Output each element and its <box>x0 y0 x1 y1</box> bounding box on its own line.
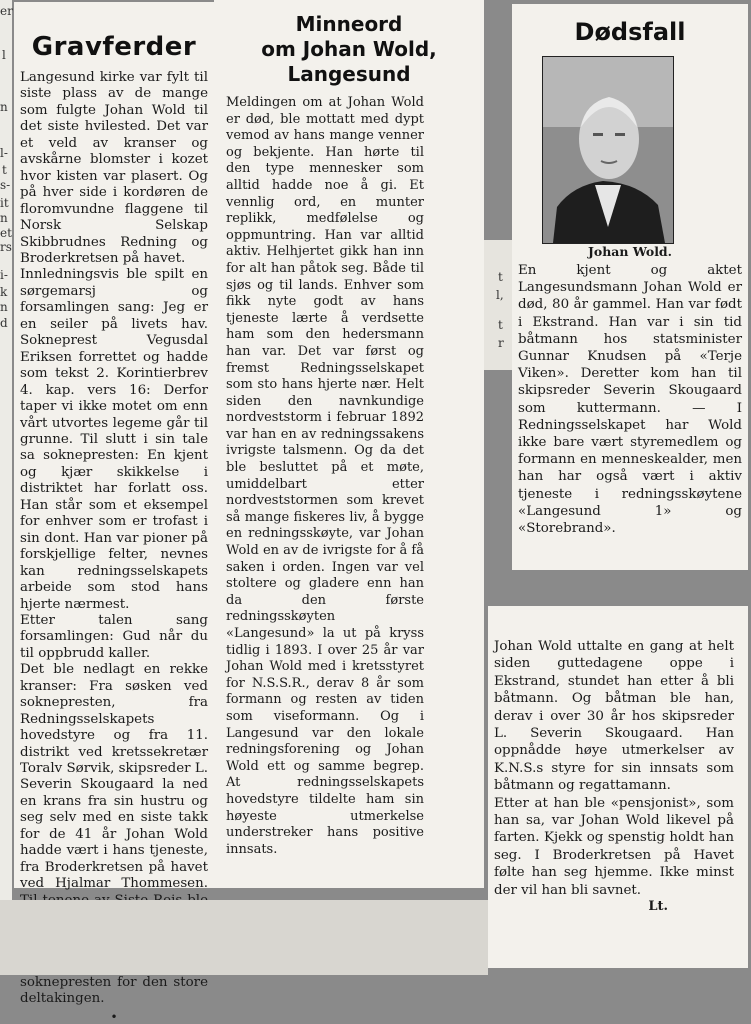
article-body-continuation: Johan Wold uttalte en gang at helt siden guttedagene oppe i Ekstrand, stundet han etter å bli båtmann. Og båtman ble han, derav i over 30 år hos skipsreder L. Severin Skougaard. Han oppnådde høye utmerkelser av K.N.S.s styre for sin innsats som båtmann og regattamann. Etter at han ble «pensjonist», som han sa, var Johan Wold likevel på farten. Kjekk og spenstig holdt han seg. I Broderkretsen på Havet følte han seg hjemme. Ikke minst der vil han bli savnet. <box>494 639 734 898</box>
headline-line: om Johan Wold, <box>261 37 437 61</box>
headline-line: Minneord <box>295 12 403 36</box>
edge-fragment: l <box>2 48 6 62</box>
headline-gravferder: Gravferder <box>31 32 197 62</box>
end-dot: • <box>110 1009 118 1024</box>
left-edge-clipping <box>0 0 12 975</box>
edge-fragment: l, <box>496 288 504 302</box>
clipping-dodsfall <box>512 4 748 570</box>
headline-line: Langesund <box>287 62 411 86</box>
edge-fragment: n <box>0 100 8 114</box>
headline-dodsfall: Dødsfall <box>574 18 686 46</box>
edge-fragment: et <box>0 226 12 240</box>
edge-fragment: s- <box>0 178 11 192</box>
edge-fragment: rs <box>0 240 12 254</box>
clipping-gravferder <box>14 2 214 1024</box>
photo-caption: Johan Wold. <box>587 244 673 259</box>
edge-fragment: l- <box>0 146 8 160</box>
clipping-minneord <box>214 0 484 888</box>
portrait-photo <box>542 56 674 244</box>
middle-edge-strip <box>484 240 512 370</box>
edge-fragment: it <box>0 196 9 210</box>
article-body-gravferder: Langesund kirke var fylt til siste plass av de mange som fulgte Johan Wold til det siste hvilested. Det var et veld av kranser og avskårne blomster i kozet hvor kisten var plasert. Og på hver side i kordøren de floromvundne flaggene til Norsk Selskap Skibbrudnes Redning og Broderkretsen på havet. Innledningsvis ble spilt en sørgemarsj og forsamlingen sang: Jeg er en seiler på livets hav. Sokneprest Vegusdal Eriksen forrettet og hadde som tekst 2. Korintierbrev 4. kap. vers 16: Derfor taper vi ikke motet om enn vårt utvortes legeme går til grunne. Til slutt i sin tale sa soknepresten: En kjent og kjær skikkelse i distriktet har forlatt oss. Han står som et eksempel for enhver som er trofast i sin dont. Han var pioner på forskjellige felter, nevnes kan redningsselskapets arbeide som stod hans hjerte nærmest. Etter talen sang forsamlingen: Gud når du til oppbrudd kaller. Det ble nedlagt en rekke kranser: Fra søsken ved soknepresten, fra Redningsselskapets hovedstyre og fra 11. distrikt ved kretssekretær Toralv Sørvik, skipsreder L. Severin Skougaard la ned en krans fra sin hustru og seg selv med en siste takk for de 41 år Johan Wold hadde vært i hans tjeneste, fra Broderkretsen på havet ved Hjalmar Thommesen. soknepresten for den store deltakingen. <box>20 70 208 1007</box>
edge-fragment: er <box>0 4 13 18</box>
signature: Lt. <box>648 899 668 915</box>
edge-fragment: n <box>0 300 8 314</box>
headline-minneord <box>214 12 484 87</box>
edge-fragment: t <box>498 270 503 284</box>
edge-fragment: i- <box>0 268 8 282</box>
clipping-continuation <box>488 606 748 968</box>
edge-fragment: t <box>498 318 503 332</box>
article-body-dodsfall: En kjent og aktet Langesundsmann Johan Wold er død, 80 år gammel. Han var født i Ekstrand. Han var i sin tid båtmann hos statsminister Gunnar Knudsen på «Terje Viken». Deretter kom han til skipsreder Severin Skougaard som kuttermann. — I Redningsselskapet har Wold ikke bare vært styremedlem og formann en menneskealder, men han har også vært i aktiv tjeneste i redningsskøytene «Langesund 1» og «Storebrand». <box>518 263 742 537</box>
edge-fragment: k <box>0 285 8 299</box>
edge-fragment: n <box>0 211 8 225</box>
edge-fragment: d <box>0 316 8 330</box>
edge-fragment: t <box>2 163 7 177</box>
article-body-minneord: Meldingen om at Johan Wold er død, ble mottatt med dypt vemod av hans mange venner og bekjente. Han hørte til den type mennesker som alltid hadde noe å gi. Et vennlig ord, en munter replikk, medfølelse og oppmuntring. Han var alltid aktiv. Helhjertet gikk han inn for alt han påtok seg. Både til sjøs og til lands. Enhver som fikk nyte godt av hans tjeneste lærte å verdsette ham som den hedersmann han var. Det var først og fremst Redningsselskapet som sto hans hjerte nær. Helt siden den navnkundige nordveststorm i februar 1892 var han en av redningssakens ivrigste talsmenn. Og da det ble besluttet på et møte, umiddelbart etter nordveststormen som krevet så mange fiskeres liv, å bygge en redningsskøyte, var Johan Wold en av de ivrigste for å få saken i orden. Ingen var vel stoltere og gladere enn han da den første redningsskøyten «Langesund» la ut på kryss tidlig i 1893. I over 25 år var Johan Wold med i kretsstyret for N.S.S.R., derav 8 år som formann og resten av tiden som viseformann. Og i Langesund var den lokale redningsforening og Johan Wold ett og samme begrep. At redningsselskapets hovedstyre tildelte ham sin høyeste utmerkelse understreker hans positive innsats. <box>226 95 424 857</box>
edge-fragment: r <box>498 336 504 350</box>
portrait-image <box>543 57 673 243</box>
bottom-strip <box>0 900 488 975</box>
